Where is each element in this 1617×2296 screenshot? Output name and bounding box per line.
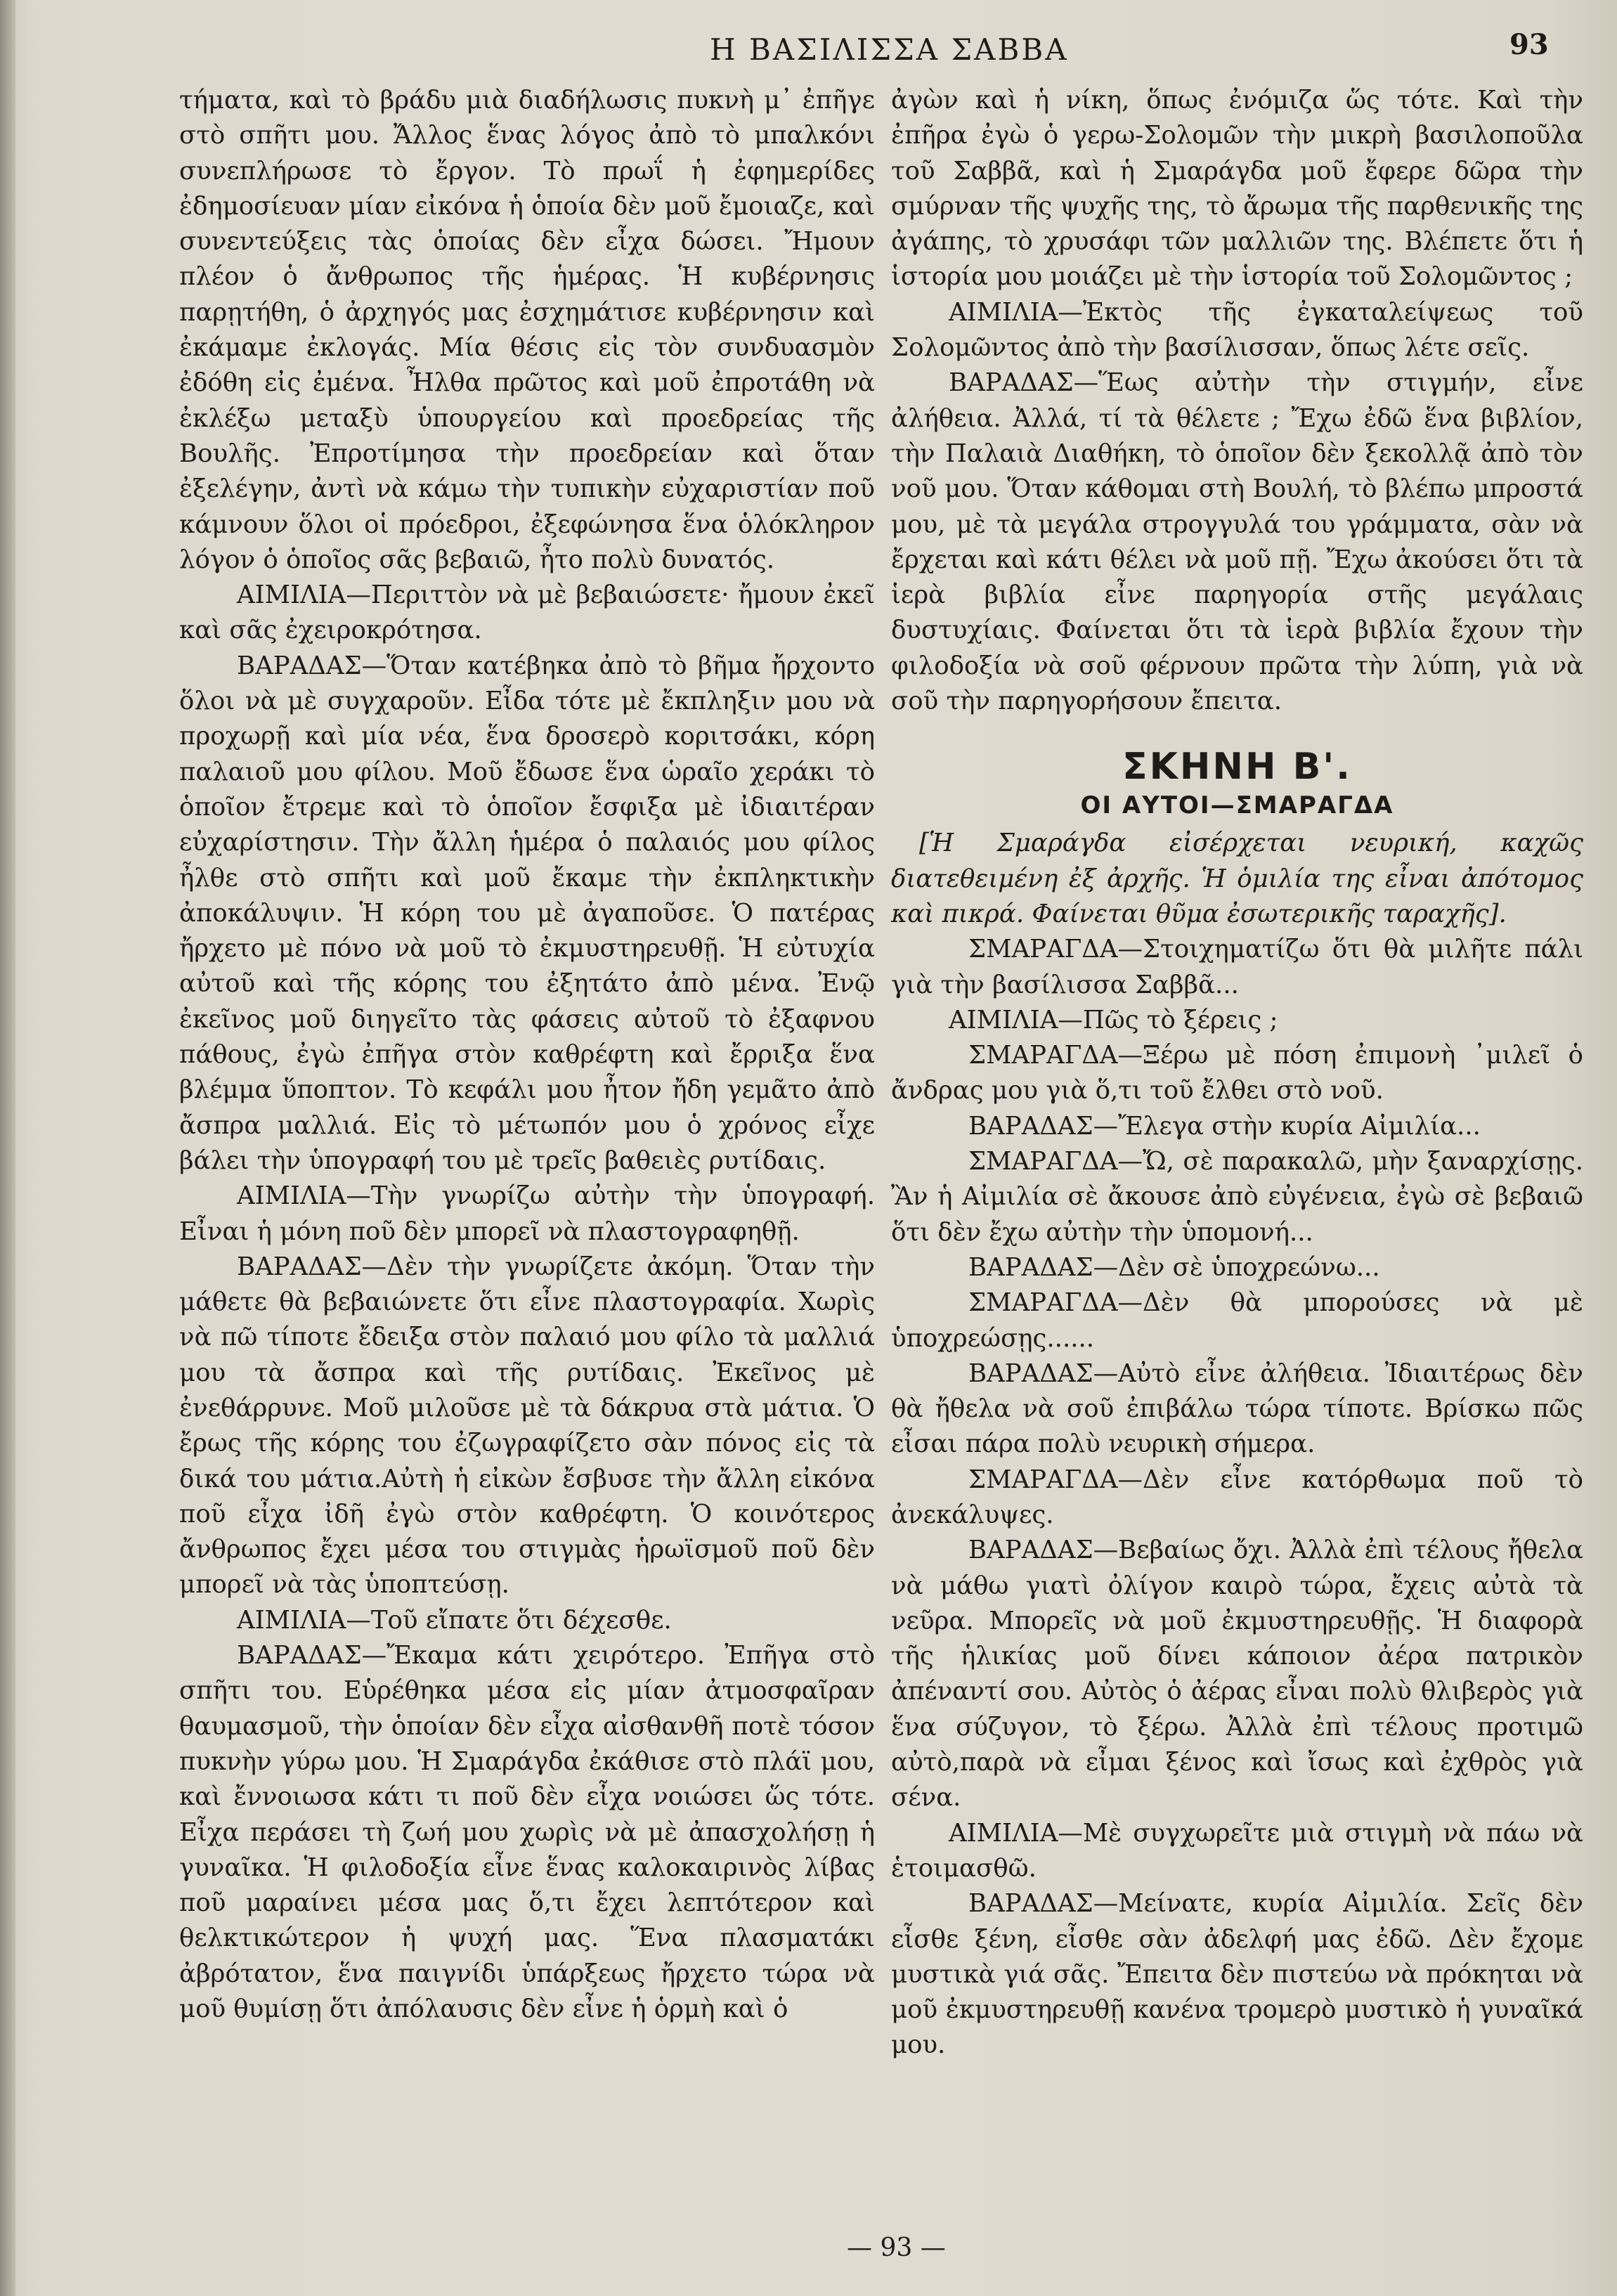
paragraph: ΣΜΑΡΑΓΔΑ—Ξέρω μὲ πόση ἐπιμονὴ ᾿μιλεῖ ὁ ἄνδρας μου γιὰ ὅ,τι τοῦ ἔλθει στὸ νοῦ.	[891, 1041, 1583, 1105]
paragraph: ΒΑΡΑΔΑΣ—Μείνατε, κυρία Αἰμιλία. Σεῖς δὲν εἶσθε ξένη, εἶσθε σὰν ἀδελφή μας ἐδῶ. Δὲν ἔχομε μυστικὰ γιά σᾶς. Ἔπειτα δὲν πιστεύω νὰ πρόκηται νὰ μοῦ ἐκμυστηρευθῇ κανένα τρομερὸ μυστικὸ ἡ γυναῖκά μου.	[891, 1889, 1583, 2060]
paragraph: ΒΑΡΑΔΑΣ—Βεβαίως ὄχι. Ἀλλὰ ἐπὶ τέλους ἤθελα νὰ μάθω γιατὶ ὀλίγον καιρὸ τώρα, ἔχεις αὐτὰ τὰ νεῦρα. Μπορεῖς νὰ μοῦ ἐκμυστηρευθῇς. Ἡ διαφορὰ τῆς ἡλικίας μοῦ δίνει κάποιον ἀέρα πατρικὸν ἀπέναντί σου. Αὐτὸς ὁ ἀέρας εἶναι πολὺ θλιβερὸς γιὰ ἕνα σύζυγον, τὸ ξέρω. Ἀλλὰ ἐπὶ τέλους προτιμῶ αὐτὸ,παρὰ νὰ εἶμαι ξένος καὶ ἴσως καὶ ἐχθρὸς γιὰ σένα.	[891, 1536, 1583, 1812]
scene-heading: ΣΚΗΝΗ Β'.	[1122, 746, 1352, 789]
left-column	[179, 83, 875, 2027]
running-title: Η ΒΑΣΙΛΙΣΣΑ ΣΑΒΒΑ	[710, 32, 1069, 67]
paragraph: ΒΑΡΑΔΑΣ—Ἕως αὐτὴν τὴν στιγμήν, εἶνε ἀλήθεια. Ἀλλά, τί τὰ θέλετε ; Ἔχω ἐδῶ ἕνα βιβλίον, τὴν Παλαιὰ Διαθήκη, τὸ ὁποῖον δὲν ξεκολλᾷ ἀπὸ τὸν νοῦ μου. Ὅταν κάθομαι στὴ Βουλή, τὸ βλέπω μπροστά μου, μὲ τὰ μεγάλα στρογγυλά του γράμματα, σὰν νὰ ἔρχεται καὶ κάτι θέλει νὰ μοῦ πῇ. Ἔχω ἀκούσει ὅτι τὰ ἱερὰ βιβλία εἶνε παρηγορία στῆς μεγάλαις δυστυχίαις. Φαίνεται ὅτι τὰ ἱερὰ βιβλία ἔχουν τὴν φιλοδοξία νὰ σοῦ φέρνουν πρῶτα τὴν λύπη, γιὰ νὰ σοῦ τὴν παρηγορήσουν ἔπειτα.	[891, 368, 1583, 716]
paragraph: ΑΙΜΙΛΙΑ—Τοῦ εἴπατε ὅτι δέχεσθε.	[237, 1605, 672, 1635]
paragraph: ΣΜΑΡΑΓΔΑ—Δὲν εἶνε κατόρθωμα ποῦ τὸ ἀνεκάλυψες.	[891, 1465, 1583, 1529]
paragraph: ΣΜΑΡΑΓΔΑ—Δὲν θὰ μπορούσες νὰ μὲ ὑποχρεώσῃς......	[891, 1288, 1583, 1353]
footer-page-number: — 93 —	[847, 2233, 946, 2262]
paragraph: ΣΜΑΡΑΓΔΑ—Στοιχηματίζω ὅτι θὰ μιλῆτε πάλι γιὰ τὴν βασίλισσα Σαββᾶ...	[891, 935, 1583, 999]
paragraph: ΒΑΡΑΔΑΣ—Αὐτὸ εἶνε ἀλήθεια. Ἰδιαιτέρως δὲν θὰ ἤθελα νὰ σοῦ ἐπιβάλω τώρα τίποτε. Βρίσκω πῶς εἶσαι πάρα πολὺ νευρικὴ σήμερα.	[891, 1358, 1583, 1459]
paragraph: ΣΜΑΡΑΓΔΑ—Ὤ, σὲ παρακαλῶ, μὴν ξαναρχίσῃς. Ἂν ἡ Αἰμιλία σὲ ἄκουσε ἀπὸ εὐγένεια, ἐγὼ σὲ βεβαιῶ ὅτι δὲν ἔχω αὐτὴν τὴν ὑπομονή...	[891, 1147, 1583, 1247]
paragraph: ΒΑΡΑΔΑΣ—Δὲν τὴν γνωρίζετε ἀκόμη. Ὅταν τὴν μάθετε θὰ βεβαιώνετε ὅτι εἶνε πλαστογραφία. Χωρὶς νὰ πῶ τίποτε ἔδειξα στὸν παλαιό μου φίλο τὰ μαλλιά μου τὰ ἄσπρα καὶ τῆς ρυτίδαις. Ἐκεῖνος μὲ ἐνεθάρρυνε. Μοῦ μιλοῦσε μὲ τὰ δάκρυα στὰ μάτια. Ὁ ἔρως τῆς κόρης του ἐζωγραφίζετο σὰν πόνος εἰς τὰ δικά του μάτια.Αὐτὴ ἡ εἰκὼν ἔσβυσε τὴν ἄλλη εἰκόνα ποῦ εἶχα ἰδῆ ἐγὼ στὸν καθρέφτη. Ὁ κοινότερος ἄνθρωπος ἔχει μέσα του στιγμὰς ἡρωϊσμοῦ ποῦ δὲν μπορεῖ νὰ τὰς ὑποπτεύσῃ.	[179, 1252, 875, 1600]
paragraph: ΑΙΜΙΛΙΑ—Ἐκτὸς τῆς ἐγκαταλείψεως τοῦ Σολομῶντος ἀπὸ τὴν βασίλισσαν, ὅπως λέτε σεῖς.	[891, 297, 1583, 363]
book-spine-shadow	[0, 0, 15, 2296]
paragraph: ΒΑΡΑΔΑΣ—Ἔλεγα στὴν κυρία Αἰμιλία...	[968, 1111, 1481, 1141]
paragraph: ΑΙΜΙΛΙΑ—Μὲ συγχωρεῖτε μιὰ στιγμὴ νὰ πάω νὰ ἑτοιμασθῶ.	[891, 1818, 1583, 1883]
paragraph: ΑΙΜΙΛΙΑ—Τὴν γνωρίζω αὐτὴν τὴν ὑπογραφή. Εἶναι ἡ μόνη ποῦ δὲν μπορεῖ νὰ πλαστογραφηθῇ.	[179, 1181, 875, 1246]
paragraph: ΑΙΜΙΛΙΑ—Περιττὸν νὰ μὲ βεβαιώσετε· ἤμουν ἐκεῖ καὶ σᾶς ἐχειροκρότησα.	[179, 581, 875, 645]
paragraph: ΒΑΡΑΔΑΣ—Δὲν σὲ ὑποχρεώνω...	[968, 1252, 1380, 1282]
paragraph: ἀγὼν καὶ ἡ νίκη, ὅπως ἐνόμιζα ὥς τότε. Καὶ τὴν ἐπῆρα ἐγὼ ὁ γερω-Σολομῶν τὴν μικρὴ βασιλοποῦλα τοῦ Σαββᾶ, καὶ ἡ Σμαράγδα μοῦ ἔφερε δῶρα τὴν σμύρναν τῆς ψυχῆς της, τὸ ἄρωμα τῆς παρθενικῆς της ἀγάπης, τὸ χρυσάφι τῶν μαλλιῶν της. Βλέπετε ὅτι ἡ ἱστορία μου μοιάζει μὲ τὴν ἱστορία τοῦ Σολομῶντος ;	[891, 86, 1583, 292]
page-header	[0, 28, 1617, 84]
paragraph: ΑΙΜΙΛΙΑ—Πῶς τὸ ξέρεις ;	[949, 1005, 1278, 1035]
paragraph: ΒΑΡΑΔΑΣ—Ἔκαμα κάτι χειρότερο. Ἐπῆγα στὸ σπῆτι του. Εὑρέθηκα μέσα εἰς μίαν ἀτμοσφαῖραν θαυμασμοῦ, τὴν ὁποίαν δὲν εἶχα αἰσθανθῆ ποτὲ τόσον πυκνὴν γύρω μου. Ἡ Σμαράγδα ἐκάθισε στὸ πλάϊ μου, καὶ ἔννοιωσα κάτι τι ποῦ δὲν εἶχα νοιώσει ὥς τότε. Εἶχα περάσει τὴ ζωή μου χωρὶς νὰ μὲ ἀπασχολήσῃ ἡ γυναῖκα. Ἡ φιλοδοξία εἶνε ἕνας καλοκαιρινὸς λίβας ποῦ μαραίνει μέσα μας ὅ,τι ἔχει λεπτότερον καὶ θελκτικώτερον ἡ ψυχή μας. Ἕνα πλασματάκι ἀβρότατον, ἕνα παιγνίδι ὑπάρξεως ἤρχετο τώρα νὰ μοῦ θυμίσῃ ὅτι ἀπόλαυσις δὲν εἶνε ἡ ὁρμὴ καὶ ὁ	[179, 1641, 875, 2024]
right-column	[891, 83, 1583, 2063]
header-page-number: 93	[1509, 28, 1549, 61]
scene-characters: ΟΙ ΑΥΤΟΙ—ΣΜΑΡΑΓΔΑ	[1080, 791, 1394, 820]
paragraph: ΒΑΡΑΔΑΣ—Ὅταν κατέβηκα ἀπὸ τὸ βῆμα ἤρχοντο ὅλοι νὰ μὲ συγχαροῦν. Εἶδα τότε μὲ ἔκπληξιν μου νὰ προχωρῇ καὶ μία νέα, ἕνα δροσερὸ κοριτσάκι, κόρη παλαιοῦ μου φίλου. Μοῦ ἔδωσε ἕνα ὡραῖο χεράκι τὸ ὁποῖον ἔτρεμε καὶ τὸ ὁποῖον ἔσφιξα μὲ ἰδιαιτέραν εὐχαρίστησιν. Τὴν ἄλλη ἡμέρα ὁ παλαιός μου φίλος ἦλθε στὸ σπῆτι καὶ μοῦ ἔκαμε τὴν ἐκπληκτικὴν ἀποκάλυψιν. Ἡ κόρη του μὲ ἀγαποῦσε. Ὁ πατέρας ἤρχετο μὲ πόνο νὰ μοῦ τὸ ἐκμυστηρευθῇ. Ἡ εὐτυχία αὐτοῦ καὶ τῆς κόρης του ἐξητάτο ἀπὸ μένα. Ἐνῷ ἐκεῖνος μοῦ διηγεῖτο τὰς φάσεις αὐτοῦ τὸ ἐξαφνου πάθους, ἐγὼ ἐπῆγα στὸν καθρέφτη καὶ ἔρριξα ἕνα βλέμμα ὕποπτον. Τὸ κεφάλι μου ἦτον ἤδη γεμᾶτο ἀπὸ ἄσπρα μαλλιά. Εἰς τὸ μέτωπόν μου ὁ χρόνος εἶχε βάλει τὴν ὑπογραφή του μὲ τρεῖς βαθειὲς ρυτίδαις.	[179, 651, 875, 1175]
stage-direction: [Ἡ Σμαράγδα εἰσέρχεται νευρική, καχῶς διατεθειμένη ἐξ ἀρχῆς. Ἡ ὁμιλία της εἶναι ἀπότομος καὶ πικρά. Φαίνεται θῦμα ἐσωτερικῆς ταραχῆς].	[891, 829, 1583, 928]
paragraph: τήματα, καὶ τὸ βράδυ μιὰ διαδήλωσις πυκνὴ μ᾽ ἐπῆγε στὸ σπῆτι μου. Ἄλλος ἕνας λόγος ἀπὸ τὸ μπαλκόνι συνεπλήρωσε τὸ ἔργον. Τὸ πρωΐ ἡ ἐφημερίδες ἐδημοσίευαν μίαν εἰκόνα ἡ ὁποία δὲν μοῦ ἔμοιαζε, καὶ συνεντεύξεις τὰς ὁποίας δὲν εἶχα δώσει. Ἤμουν πλέον ὁ ἄνθρωπος τῆς ἡμέρας. Ἡ κυβέρνησις παρῃτήθη, ὁ ἀρχηγός μας ἐσχημάτισε κυβέρνησιν καὶ ἐκάμαμε ἐκλογάς. Μία θέσις εἰς τὸν συνδυασμὸν ἐδόθη εἰς ἐμένα. Ἦλθα πρῶτος καὶ μοῦ ἐπροτάθη νὰ ἐκλέξω μεταξὺ ὑπουργείου καὶ προεδρείας τῆς Βουλῆς. Ἐπροτίμησα τὴν προεδρείαν καὶ ὅταν ἐξελέγην, ἀντὶ νὰ κάμω τὴν τυπικὴν εὐχαριστίαν ποῦ κάμνουν ὅλοι οἱ πρόεδροι, ἐξεφώνησα ἕνα ὁλόκληρον λόγον ὁ ὁποῖος σᾶς βεβαιῶ, ἦτο πολὺ δυνατός.	[179, 86, 875, 574]
